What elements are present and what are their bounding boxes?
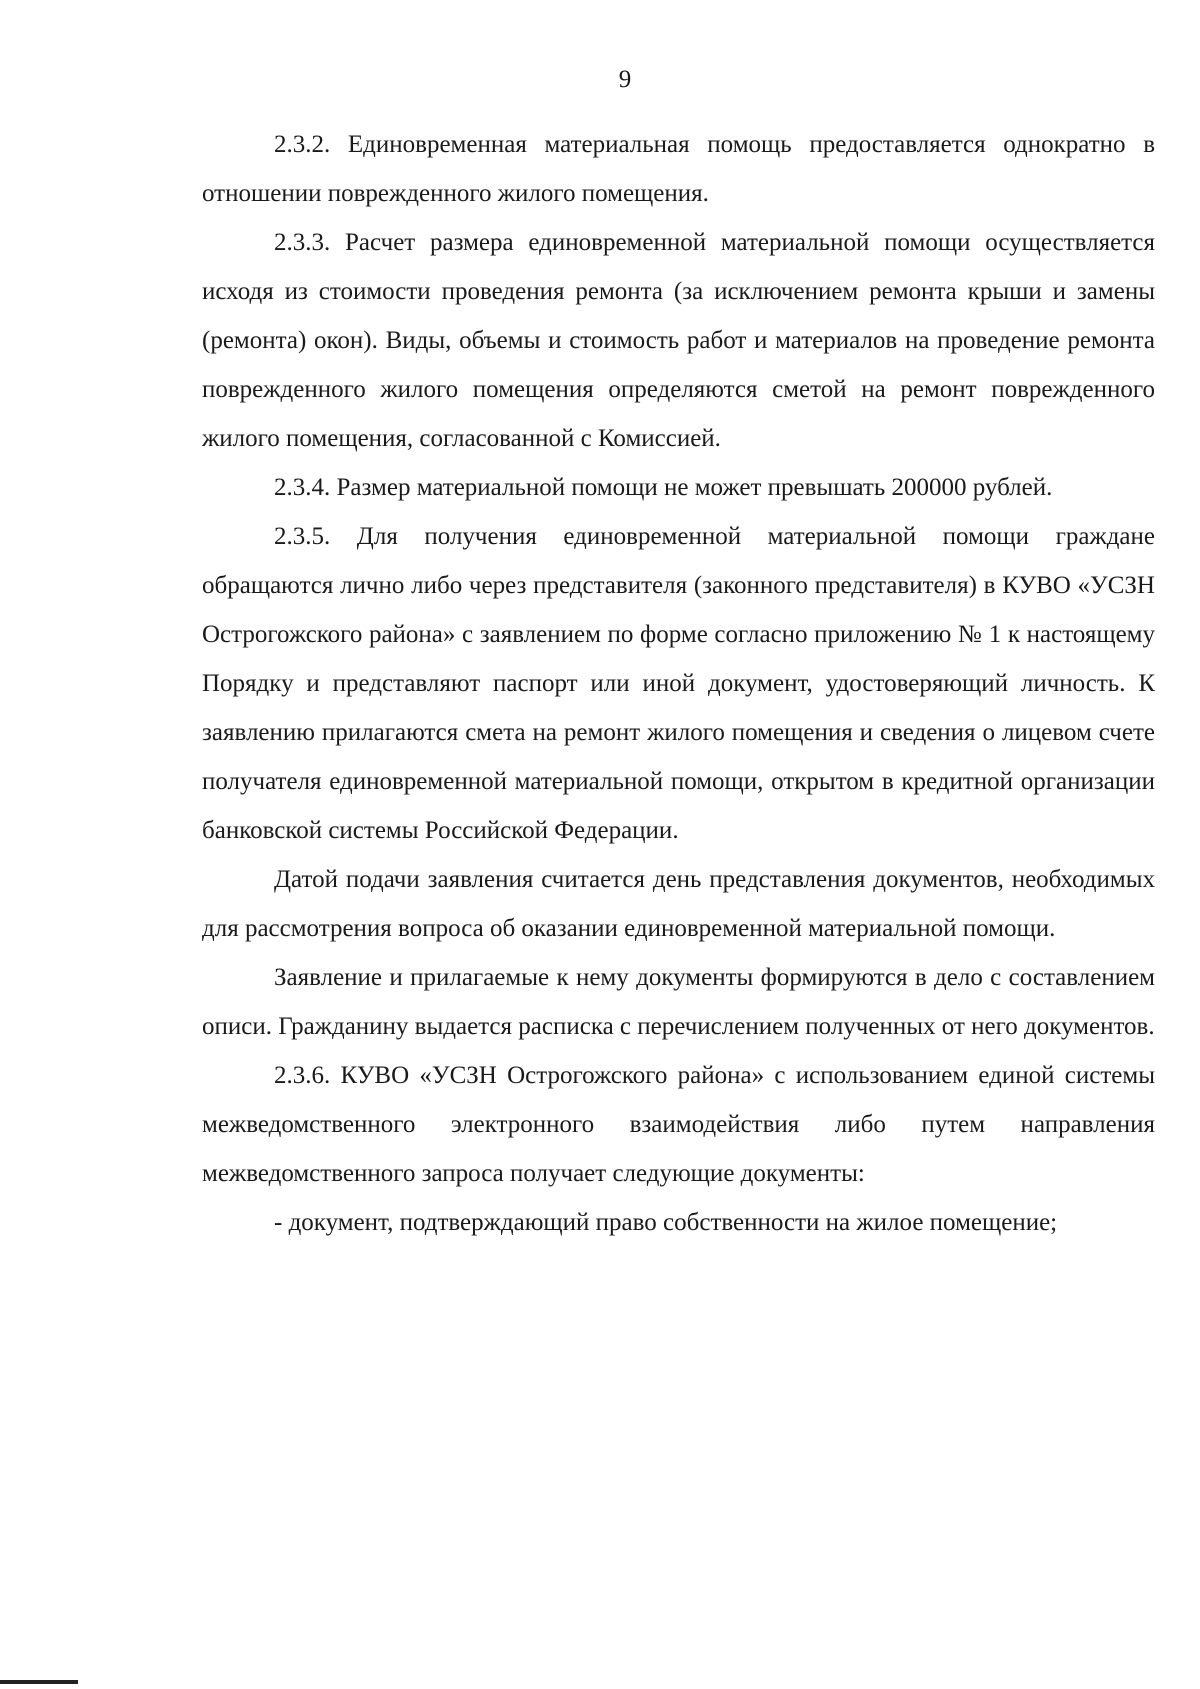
paragraph-2-3-6: 2.3.6. КУВО «УСЗН Острогожского района» с использованием единой системы межведомственного электронного взаимодействия либо путем направления межведомственного запроса получает следующие документы: bbox=[202, 1062, 1155, 1187]
paragraph-2-3-4: 2.3.4. Размер материальной помощи не может превышать 200000 рублей. bbox=[274, 474, 1053, 501]
document-body bbox=[202, 120, 1155, 1247]
paragraph-2-3-3: 2.3.3. Расчет размера единовременной материальной помощи осуществляется исходя из стоимости проведения ремонта (за исключением ремонта крыши и замены (ремонта) окон). Виды, объемы и стоимость работ и материалов на проведение ремонта поврежденного жилого помещения определяются сметой на ремонт поврежденного жилого помещения, согласованной с Комиссией. bbox=[202, 229, 1155, 452]
paragraph-documents-file: Заявление и прилагаемые к нему документы формируются в дело с составлением описи. Гражданину выдается расписка с перечислением полученных от него документов. bbox=[202, 964, 1155, 1040]
paragraph-2-3-5: 2.3.5. Для получения единовременной материальной помощи граждане обращаются лично либо через представителя (законного представителя) в КУВО «УСЗН Острогожского района» с заявлением по форме согласно приложению № 1 к настоящему Порядку и представляют паспорт или иной документ, удостоверяющий личность. К заявлению прилагаются смета на ремонт жилого помещения и сведения о лицевом счете получателя единовременной материальной помощи, открытом в кредитной организации банковской системы Российской Федерации. bbox=[202, 523, 1155, 844]
paragraph-2-3-2: 2.3.2. Единовременная материальная помощь предоставляется однократно в отношении поврежденного жилого помещения. bbox=[202, 131, 1155, 207]
page-number: 9 bbox=[618, 66, 632, 93]
scan-edge-mark bbox=[0, 1680, 78, 1684]
list-item-ownership-document: - документ, подтверждающий право собственности на жилое помещение; bbox=[274, 1209, 1058, 1236]
paragraph-filing-date: Датой подачи заявления считается день представления документов, необходимых для рассмотрения вопроса об оказании единовременной материальной помощи. bbox=[202, 866, 1155, 942]
